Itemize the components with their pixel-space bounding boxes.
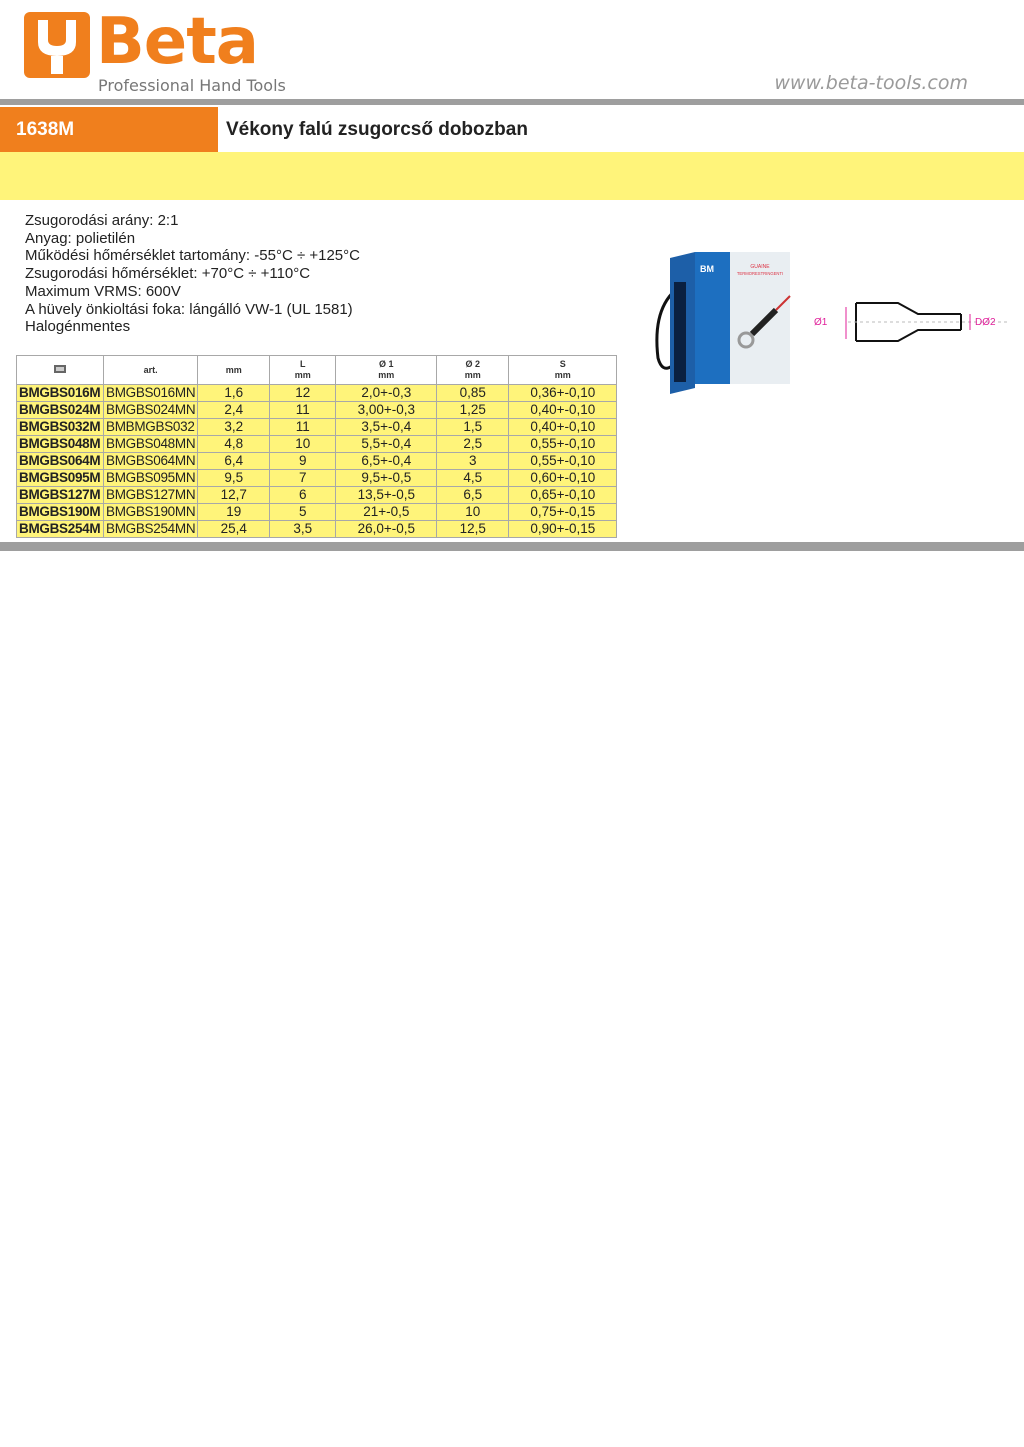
table-cell: 10 bbox=[437, 504, 509, 521]
table-cell: 9,5+-0,5 bbox=[336, 470, 437, 487]
cell-art: BMGBS024MN bbox=[104, 402, 198, 419]
beta-logo bbox=[24, 5, 294, 96]
table-row bbox=[17, 504, 617, 521]
table-cell: 19 bbox=[198, 504, 270, 521]
cell-art: BMGBS254MN bbox=[104, 521, 198, 538]
table-cell: 26,0+-0,5 bbox=[336, 521, 437, 538]
table-row bbox=[17, 436, 617, 453]
spec-table bbox=[16, 355, 617, 538]
table-cell: 5,5+-0,4 bbox=[336, 436, 437, 453]
table-row bbox=[17, 487, 617, 504]
yellow-band bbox=[0, 152, 1024, 200]
table-cell: 6,5 bbox=[437, 487, 509, 504]
header-cell: L mm bbox=[270, 356, 336, 385]
tube-outline-bottom bbox=[856, 330, 961, 341]
spec-list bbox=[25, 212, 360, 336]
table-cell: 1,6 bbox=[198, 385, 270, 402]
cell-code: BMGBS032M bbox=[17, 419, 104, 436]
table-cell: 2,5 bbox=[437, 436, 509, 453]
spec-line: Zsugorodási hőmérséklet: +70°C ÷ +110°C bbox=[25, 265, 311, 283]
cell-art: BMGBS016MN bbox=[104, 385, 198, 402]
table-cell: 3,5 bbox=[270, 521, 336, 538]
table-row bbox=[17, 402, 617, 419]
cell-code: BMGBS254M bbox=[17, 521, 104, 538]
table-cell: 12 bbox=[270, 385, 336, 402]
table-cell: 9 bbox=[270, 453, 336, 470]
table-cell: 1,5 bbox=[437, 419, 509, 436]
table-row bbox=[17, 470, 617, 487]
brand-name: Beta bbox=[96, 5, 258, 79]
d1-label: Ø1 bbox=[814, 317, 828, 328]
header-cell: S mm bbox=[509, 356, 617, 385]
table-row bbox=[17, 419, 617, 436]
cell-code: BMGBS048M bbox=[17, 436, 104, 453]
header-cell: art. bbox=[104, 356, 198, 385]
cell-art: BMGBS064MN bbox=[104, 453, 198, 470]
table-cell: 5 bbox=[270, 504, 336, 521]
table-cell: 4,5 bbox=[437, 470, 509, 487]
table-cell: 0,55+-0,10 bbox=[509, 453, 617, 470]
header-cell-image bbox=[17, 356, 104, 385]
spec-line: Zsugorodási arány: 2:1 bbox=[25, 212, 179, 229]
cell-code: BMGBS024M bbox=[17, 402, 104, 419]
table-cell: 3,2 bbox=[198, 419, 270, 436]
table-cell: 6,5+-0,4 bbox=[336, 453, 437, 470]
header-cell: Ø 1 mm bbox=[336, 356, 437, 385]
cell-code: BMGBS016M bbox=[17, 385, 104, 402]
table-cell: 12,5 bbox=[437, 521, 509, 538]
table-cell: 25,4 bbox=[198, 521, 270, 538]
box-label-line1: GUAINE bbox=[750, 264, 770, 270]
table-cell: 0,65+-0,10 bbox=[509, 487, 617, 504]
spec-line: Halogénmentes bbox=[25, 318, 131, 336]
header-cell: mm bbox=[198, 356, 270, 385]
product-code: 1638M bbox=[0, 107, 218, 152]
table-cell: 9,5 bbox=[198, 470, 270, 487]
box-label-line2: TERMORESTRINGENTI bbox=[736, 271, 784, 276]
cell-code: BMGBS127M bbox=[17, 487, 104, 504]
cell-code: BMGBS064M bbox=[17, 453, 104, 470]
cell-art: BMBMGBS032 bbox=[104, 419, 198, 436]
table-cell: 2,0+-0,3 bbox=[336, 385, 437, 402]
header-cell: Ø 2 mm bbox=[437, 356, 509, 385]
table-cell: 11 bbox=[270, 402, 336, 419]
table-cell: 0,85 bbox=[437, 385, 509, 402]
cell-art: BMGBS095MN bbox=[104, 470, 198, 487]
table-row bbox=[17, 385, 617, 402]
product-box-image bbox=[650, 248, 800, 398]
table-cell: 10 bbox=[270, 436, 336, 453]
spec-line: Anyag: polietilén bbox=[25, 229, 136, 247]
table-body bbox=[17, 385, 617, 538]
spec-line: Maximum VRMS: 600V bbox=[25, 282, 181, 300]
cell-art: BMGBS127MN bbox=[104, 487, 198, 504]
website-link[interactable]: www.beta-tools.com bbox=[774, 72, 968, 94]
table-row bbox=[17, 521, 617, 538]
table-cell: 1,25 bbox=[437, 402, 509, 419]
cell-code: BMGBS190M bbox=[17, 504, 104, 521]
dimension-diagram bbox=[808, 295, 1013, 350]
table-cell: 0,40+-0,10 bbox=[509, 419, 617, 436]
table-cell: 12,7 bbox=[198, 487, 270, 504]
box-slot bbox=[674, 282, 686, 382]
tube-outline-top bbox=[856, 303, 961, 314]
table-cell: 11 bbox=[270, 419, 336, 436]
spec-line: A hüvely önkioltási foka: lángálló VW-1 (UL 1581) bbox=[25, 300, 353, 318]
table-cell: 0,60+-0,10 bbox=[509, 470, 617, 487]
table-cell: 0,90+-0,15 bbox=[509, 521, 617, 538]
table-cell: 3,00+-0,3 bbox=[336, 402, 437, 419]
table-cell: 3,5+-0,4 bbox=[336, 419, 437, 436]
spec-line: Működési hőmérséklet tartomány: -55°C ÷ +125°C bbox=[25, 247, 360, 265]
box-logo: BM bbox=[700, 264, 714, 274]
table-cell: 6,4 bbox=[198, 453, 270, 470]
table-cell: 0,75+-0,15 bbox=[509, 504, 617, 521]
table-cell: 3 bbox=[437, 453, 509, 470]
footer-divider bbox=[0, 542, 1024, 551]
cell-code: BMGBS095M bbox=[17, 470, 104, 487]
product-thumb-icon bbox=[53, 364, 67, 374]
table-header-row bbox=[17, 356, 617, 385]
product-title: Vékony falú zsugorcső dobozban bbox=[226, 119, 528, 140]
table-cell: 13,5+-0,5 bbox=[336, 487, 437, 504]
table-cell: 7 bbox=[270, 470, 336, 487]
d2-label: DØ2 bbox=[975, 317, 996, 328]
table-cell: 0,40+-0,10 bbox=[509, 402, 617, 419]
cell-art: BMGBS048MN bbox=[104, 436, 198, 453]
table-cell: 0,55+-0,10 bbox=[509, 436, 617, 453]
table-cell: 2,4 bbox=[198, 402, 270, 419]
cell-art: BMGBS190MN bbox=[104, 504, 198, 521]
table-cell: 6 bbox=[270, 487, 336, 504]
header-divider bbox=[0, 99, 1024, 105]
table-cell: 4,8 bbox=[198, 436, 270, 453]
table-row bbox=[17, 453, 617, 470]
wrench-logo-icon bbox=[24, 12, 90, 78]
brand-tagline: Professional Hand Tools bbox=[98, 76, 286, 95]
table-cell: 0,36+-0,10 bbox=[509, 385, 617, 402]
table-cell: 21+-0,5 bbox=[336, 504, 437, 521]
